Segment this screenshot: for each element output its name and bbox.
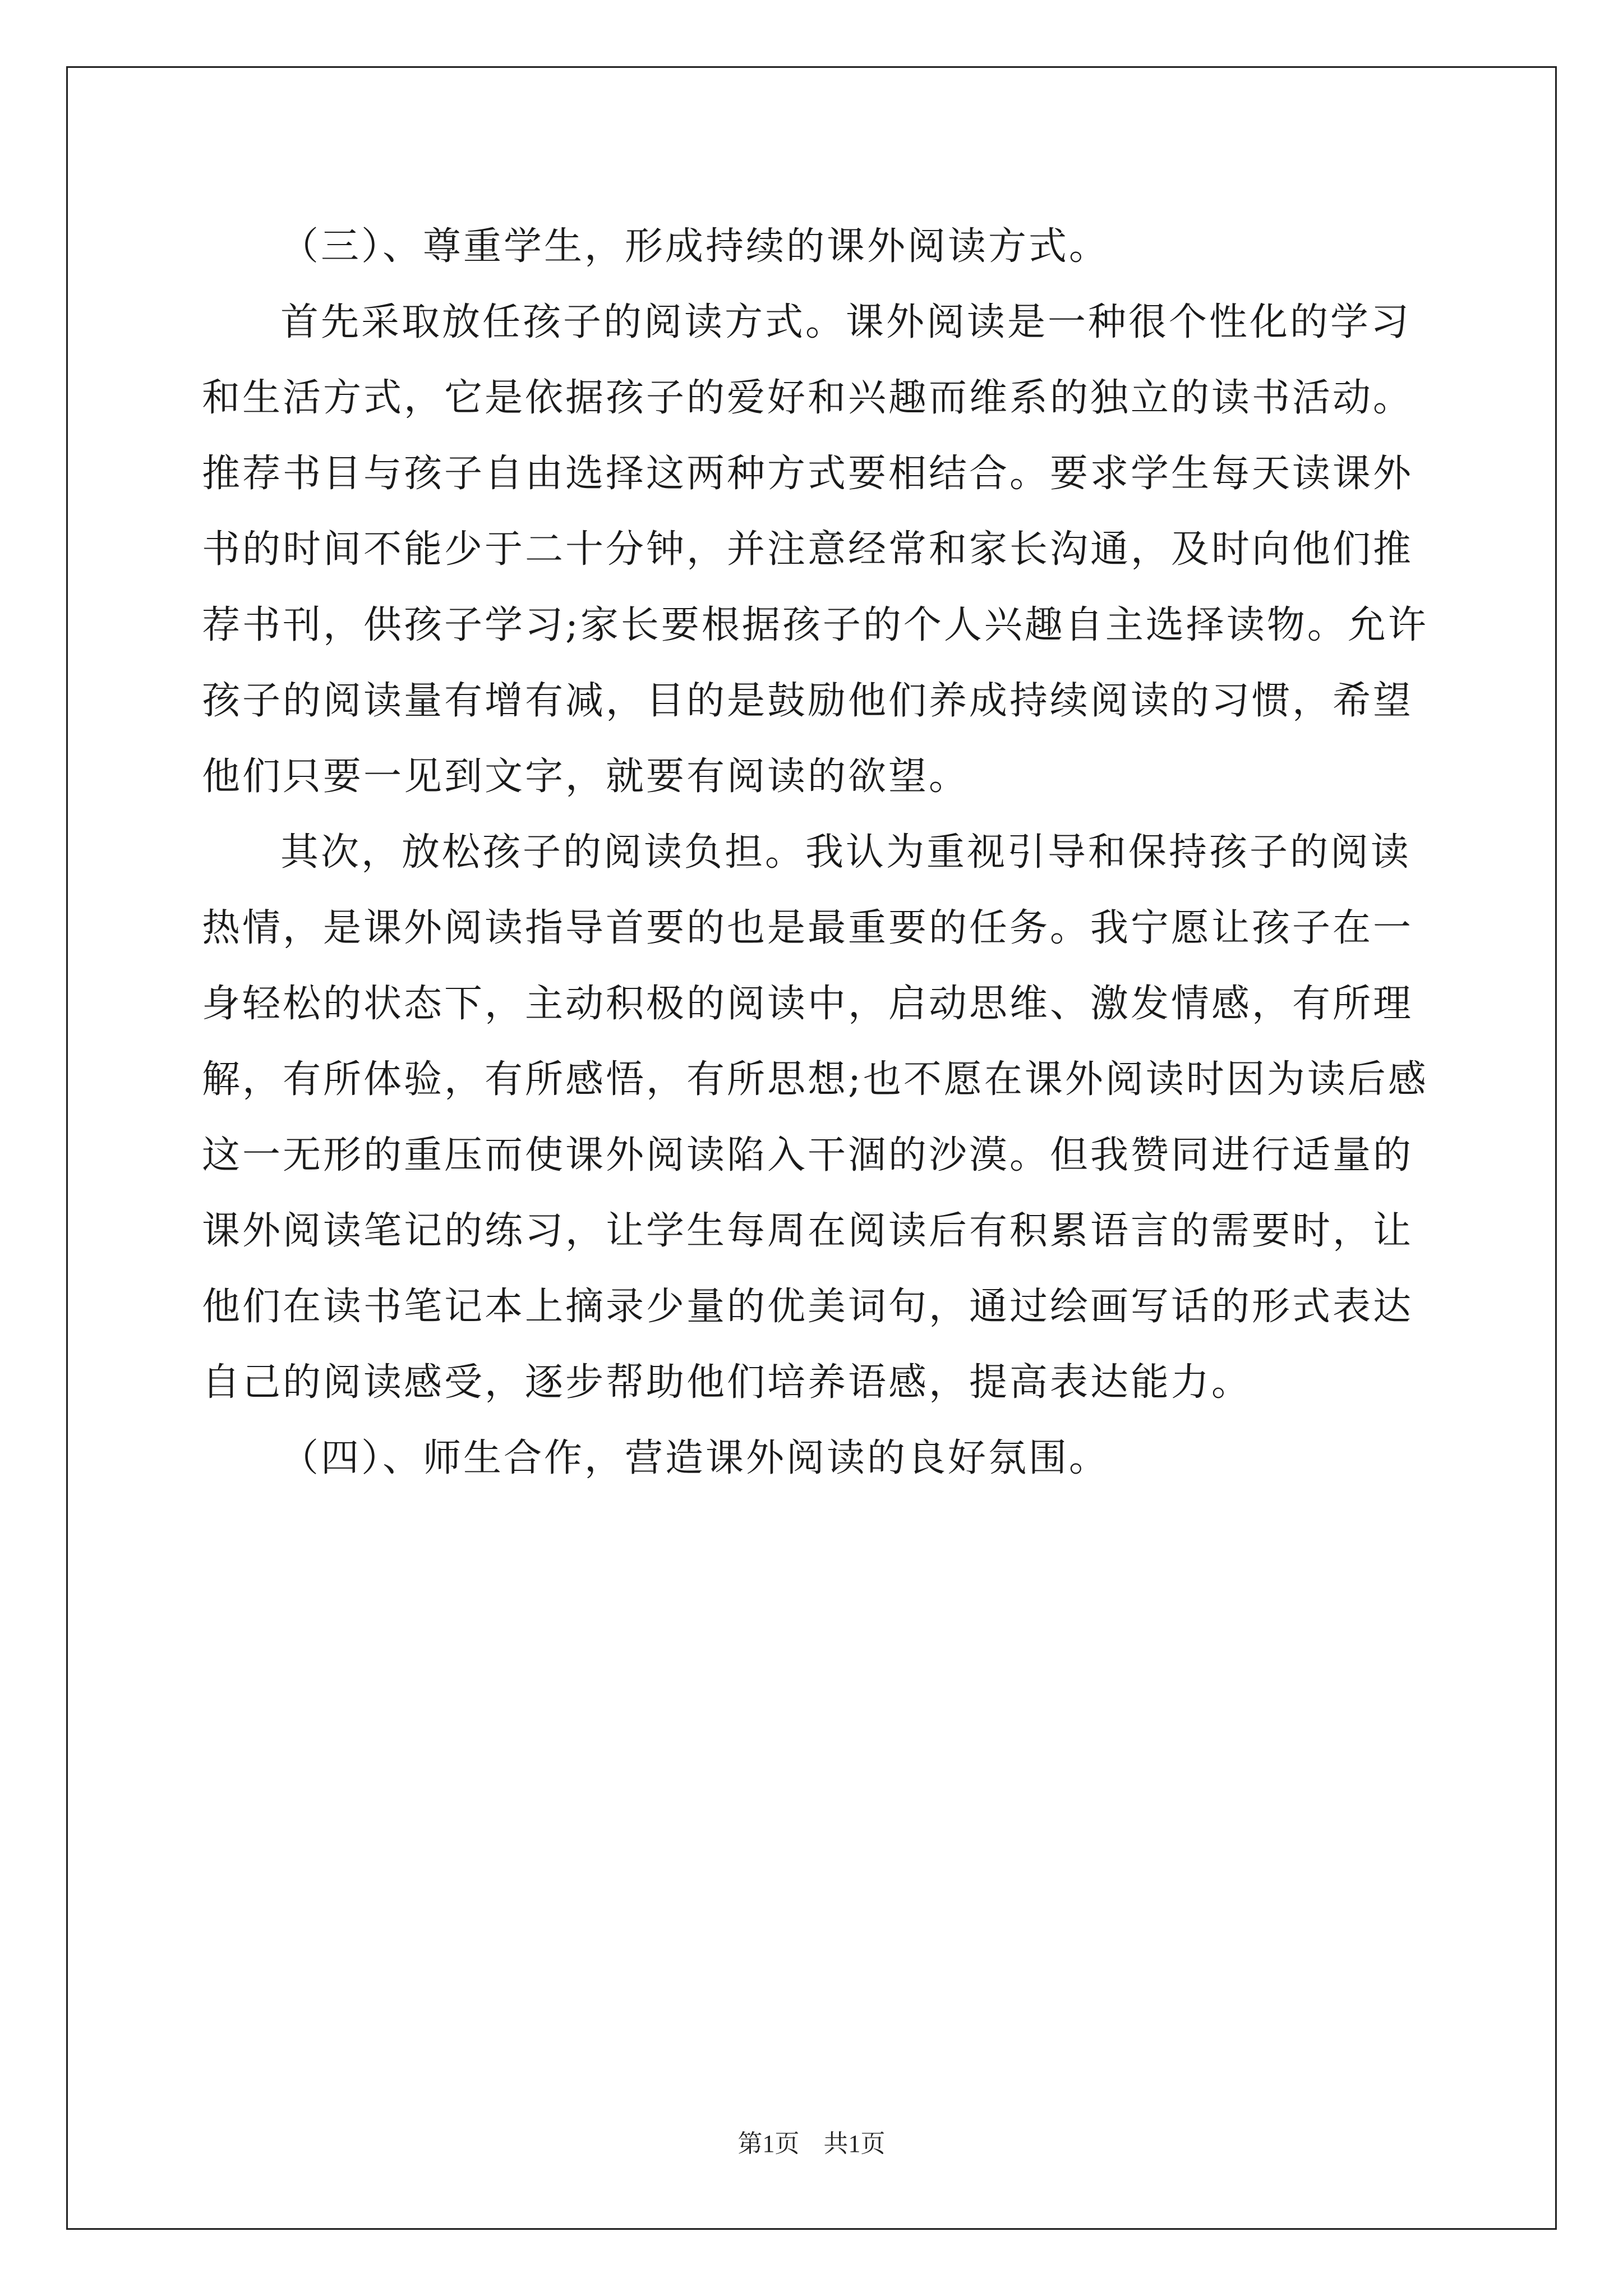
page-number-total: 共1页: [823, 2130, 886, 2157]
paragraph-line: 解，有所体验，有所感悟，有所思想;也不愿在课外阅读时因为读后感: [202, 1057, 1428, 1102]
paragraph-line: 课外阅读笔记的练习，让学生每周在阅读后有积累语言的需要时，让: [202, 1209, 1414, 1253]
paragraph-line: 他们在读书笔记本上摘录少量的优美词句，通过绘画写话的形式表达: [202, 1285, 1414, 1329]
page-footer: [0, 2123, 1623, 2159]
paragraph-line: 这一无形的重压而使课外阅读陷入干涸的沙漠。但我赞同进行适量的: [202, 1133, 1414, 1177]
paragraph-line: 推荐书目与孩子自由选择这两种方式要相结合。要求学生每天读课外: [202, 452, 1414, 496]
document-body: [202, 209, 1430, 1496]
section-heading-3: （三）、尊重学生，形成持续的课外阅读方式。: [280, 224, 1110, 269]
page-number-current: 第1页: [737, 2130, 800, 2157]
paragraph-line: 首先采取放任孩子的阅读方式。课外阅读是一种很个性化的学习: [280, 300, 1412, 344]
paragraph-line: 书的时间不能少于二十分钟，并注意经常和家长沟通，及时向他们推: [202, 527, 1414, 572]
paragraph-line: 身轻松的状态下，主动积极的阅读中，启动思维、激发情感，有所理: [202, 982, 1414, 1026]
paragraph-line: 孩子的阅读量有增有减，目的是鼓励他们养成持续阅读的习惯，希望: [202, 679, 1414, 723]
paragraph-line: 自己的阅读感受，逐步帮助他们培养语感，提高表达能力。: [202, 1360, 1252, 1405]
paragraph-line: 和生活方式，它是依据孩子的爱好和兴趣而维系的独立的读书活动。: [202, 376, 1414, 420]
section-heading-4: （四）、师生合作，营造课外阅读的良好氛围。: [280, 1436, 1110, 1480]
paragraph-line: 热情，是课外阅读指导首要的也是最重要的任务。我宁愿让孩子在一: [202, 906, 1414, 950]
paragraph-line: 他们只要一见到文字，就要有阅读的欲望。: [202, 754, 970, 799]
paragraph-line: 其次，放松孩子的阅读负担。我认为重视引导和保持孩子的阅读: [280, 830, 1412, 875]
paragraph-line: 荐书刊，供孩子学习;家长要根据孩子的个人兴趣自主选择读物。允许: [202, 603, 1428, 647]
